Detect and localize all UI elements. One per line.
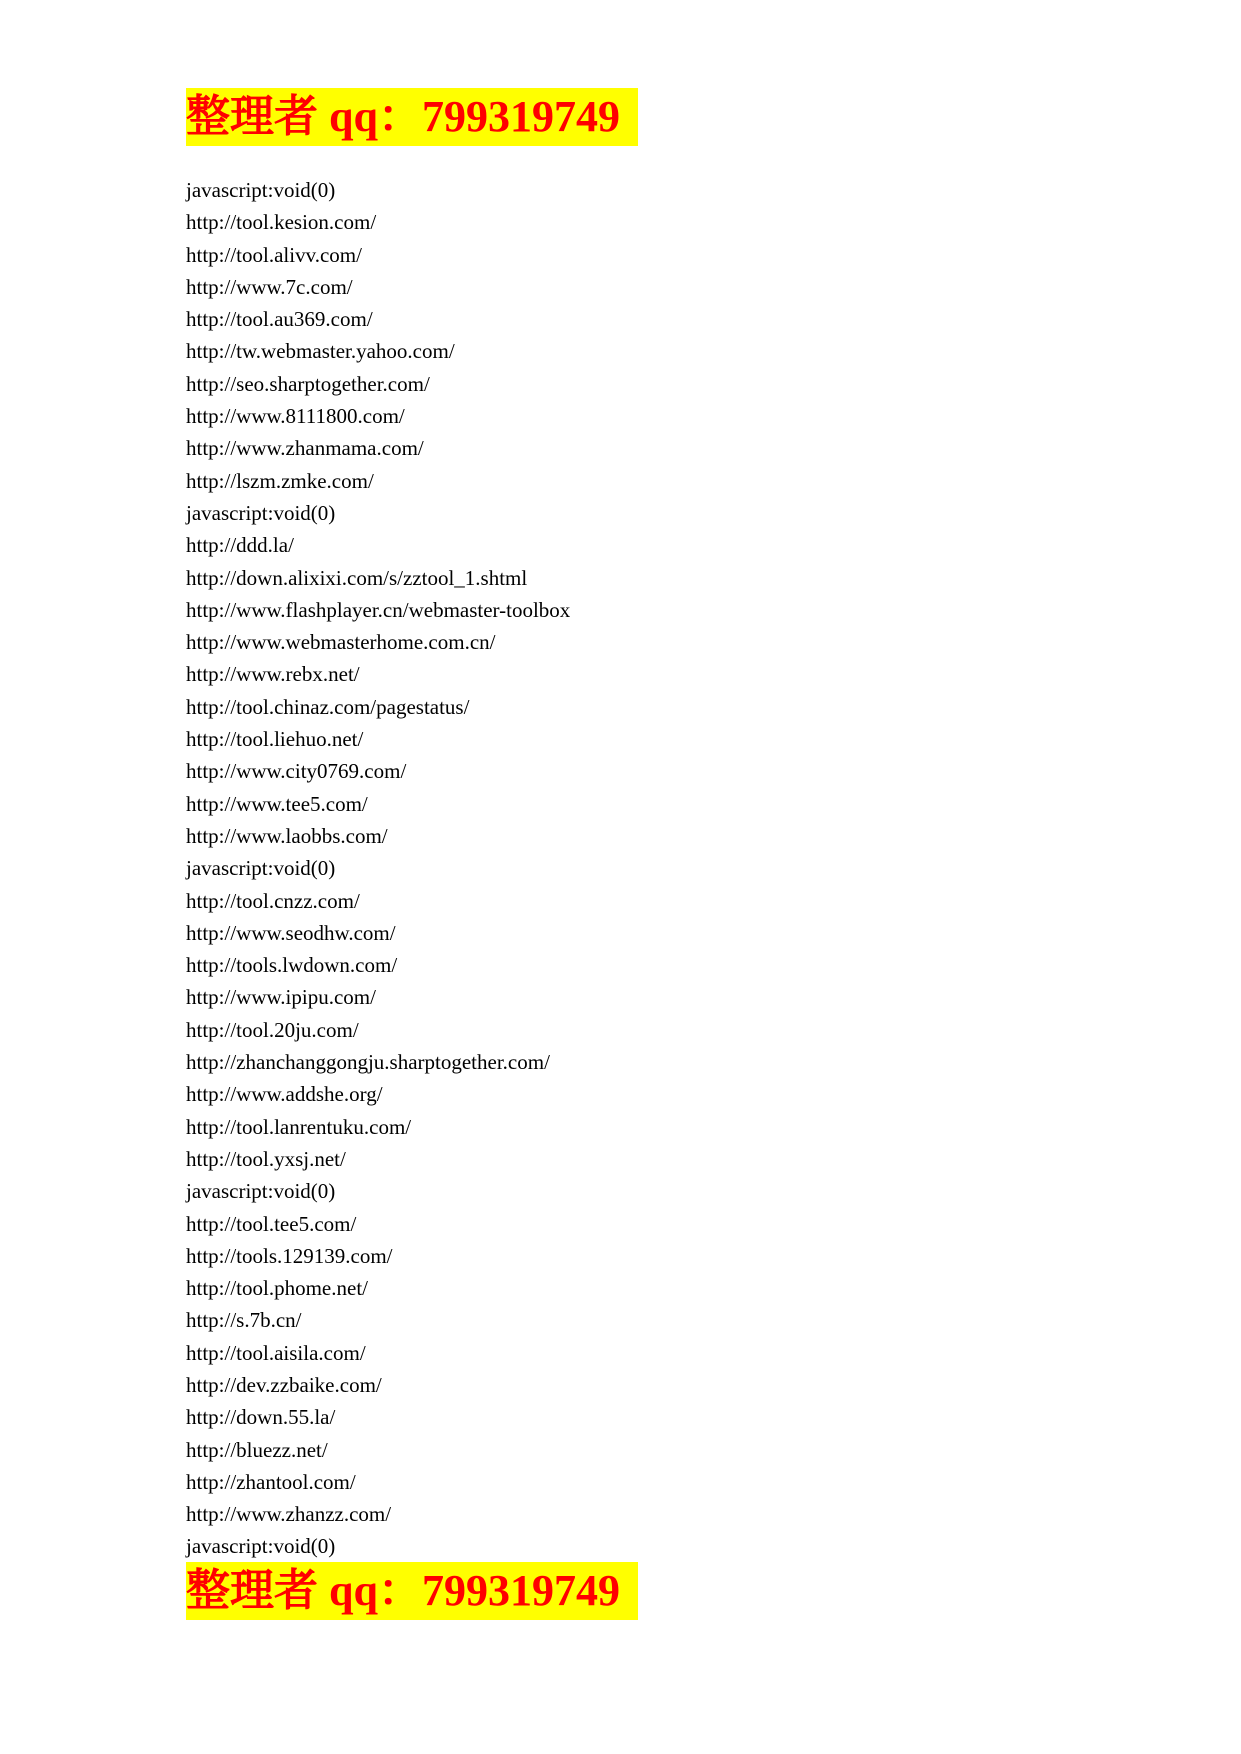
list-item — [186, 1078, 570, 1110]
link-text[interactable]: http://s.7b.cn/ — [186, 1308, 302, 1333]
link-text[interactable]: http://dev.zzbaike.com/ — [186, 1372, 382, 1397]
footer-banner: 整理者 qq：799319749 — [186, 1562, 638, 1620]
list-item — [186, 271, 570, 303]
list-item — [186, 658, 570, 690]
list-item — [186, 465, 570, 497]
link-text[interactable]: http://www.rebx.net/ — [186, 662, 360, 687]
link-text[interactable]: javascript:void(0) — [186, 178, 336, 202]
list-item — [186, 626, 570, 658]
list-item — [186, 1530, 570, 1562]
link-text[interactable]: http://tool.phome.net/ — [186, 1276, 368, 1301]
link-text[interactable]: http://www.zhanmama.com/ — [186, 436, 424, 461]
list-item — [186, 368, 570, 400]
list-item — [186, 788, 570, 820]
link-text[interactable]: http://www.tee5.com/ — [186, 791, 368, 816]
link-text[interactable]: http://tool.tee5.com/ — [186, 1211, 357, 1236]
link-text[interactable]: http://zhantool.com/ — [186, 1469, 356, 1494]
list-item — [186, 335, 570, 367]
list-item — [186, 1337, 570, 1369]
list-item — [186, 1143, 570, 1175]
link-text[interactable]: http://www.seodhw.com/ — [186, 920, 396, 945]
list-item — [186, 949, 570, 981]
link-text[interactable]: http://www.addshe.org/ — [186, 1082, 383, 1107]
link-text[interactable]: http://down.55.la/ — [186, 1405, 336, 1430]
list-item — [186, 1434, 570, 1466]
list-item — [186, 981, 570, 1013]
link-text[interactable]: http://www.8111800.com/ — [186, 404, 405, 429]
list-item — [186, 755, 570, 787]
list-item — [186, 174, 570, 206]
link-text[interactable]: http://www.ipipu.com/ — [186, 985, 376, 1010]
list-item — [186, 303, 570, 335]
link-text[interactable]: http://bluezz.net/ — [186, 1437, 328, 1462]
list-item — [186, 1240, 570, 1272]
list-item — [186, 497, 570, 529]
link-text[interactable]: javascript:void(0) — [186, 856, 336, 881]
link-text[interactable]: http://tool.yxsj.net/ — [186, 1146, 346, 1171]
link-text[interactable]: http://tools.lwdown.com/ — [186, 953, 398, 978]
link-text[interactable]: http://www.laobbs.com/ — [186, 823, 388, 848]
link-text[interactable]: http://seo.sharptogether.com/ — [186, 371, 430, 396]
link-text[interactable]: http://tool.liehuo.net/ — [186, 727, 364, 752]
list-item — [186, 400, 570, 432]
link-text[interactable]: http://www.flashplayer.cn/webmaster-toolbox — [186, 597, 571, 622]
list-item — [186, 1369, 570, 1401]
header-banner: 整理者 qq：799319749 — [186, 88, 638, 146]
link-text[interactable]: javascript:void(0) — [186, 1179, 336, 1204]
link-text[interactable]: http://tool.20ju.com/ — [186, 1017, 359, 1042]
link-text[interactable]: http://www.webmasterhome.com.cn/ — [186, 630, 496, 655]
list-item — [186, 1498, 570, 1530]
link-text[interactable]: http://www.zhanzz.com/ — [186, 1502, 392, 1527]
list-item — [186, 917, 570, 949]
list-item — [186, 820, 570, 852]
link-text[interactable]: http://tw.webmaster.yahoo.com/ — [186, 339, 455, 364]
link-text[interactable]: http://www.city0769.com/ — [186, 759, 407, 784]
list-item — [186, 432, 570, 464]
list-item — [186, 691, 570, 723]
list-item — [186, 1401, 570, 1433]
list-item — [186, 885, 570, 917]
list-item — [186, 1304, 570, 1336]
link-list — [186, 174, 570, 1563]
list-item — [186, 1046, 570, 1078]
link-text[interactable]: http://tool.alivv.com/ — [186, 242, 362, 267]
list-item — [186, 239, 570, 271]
link-text[interactable]: http://tools.129139.com/ — [186, 1243, 393, 1268]
link-text[interactable]: javascript:void(0) — [186, 500, 336, 525]
link-text[interactable]: http://lszm.zmke.com/ — [186, 468, 374, 493]
link-text[interactable]: http://tool.kesion.com/ — [186, 210, 377, 235]
list-item — [186, 1466, 570, 1498]
list-item — [186, 1014, 570, 1046]
list-item — [186, 206, 570, 238]
link-text[interactable]: http://tool.chinaz.com/pagestatus/ — [186, 694, 470, 719]
list-item — [186, 562, 570, 594]
link-text[interactable]: http://down.alixixi.com/s/zztool_1.shtml — [186, 565, 528, 590]
list-item — [186, 529, 570, 561]
link-text[interactable]: http://tool.au369.com/ — [186, 307, 373, 332]
list-item — [186, 852, 570, 884]
link-text[interactable]: javascript:void(0) — [186, 1534, 336, 1559]
link-text[interactable]: http://www.7c.com/ — [186, 274, 353, 299]
list-item — [186, 594, 570, 626]
link-text[interactable]: http://ddd.la/ — [186, 533, 294, 558]
link-text[interactable]: http://tool.aisila.com/ — [186, 1340, 366, 1365]
list-item — [186, 1272, 570, 1304]
link-text[interactable]: http://zhanchanggongju.sharptogether.com/ — [186, 1050, 550, 1075]
link-text[interactable]: http://tool.cnzz.com/ — [186, 888, 360, 913]
list-item — [186, 1111, 570, 1143]
list-item — [186, 723, 570, 755]
list-item — [186, 1208, 570, 1240]
list-item — [186, 1175, 570, 1207]
link-text[interactable]: http://tool.lanrentuku.com/ — [186, 1114, 412, 1139]
